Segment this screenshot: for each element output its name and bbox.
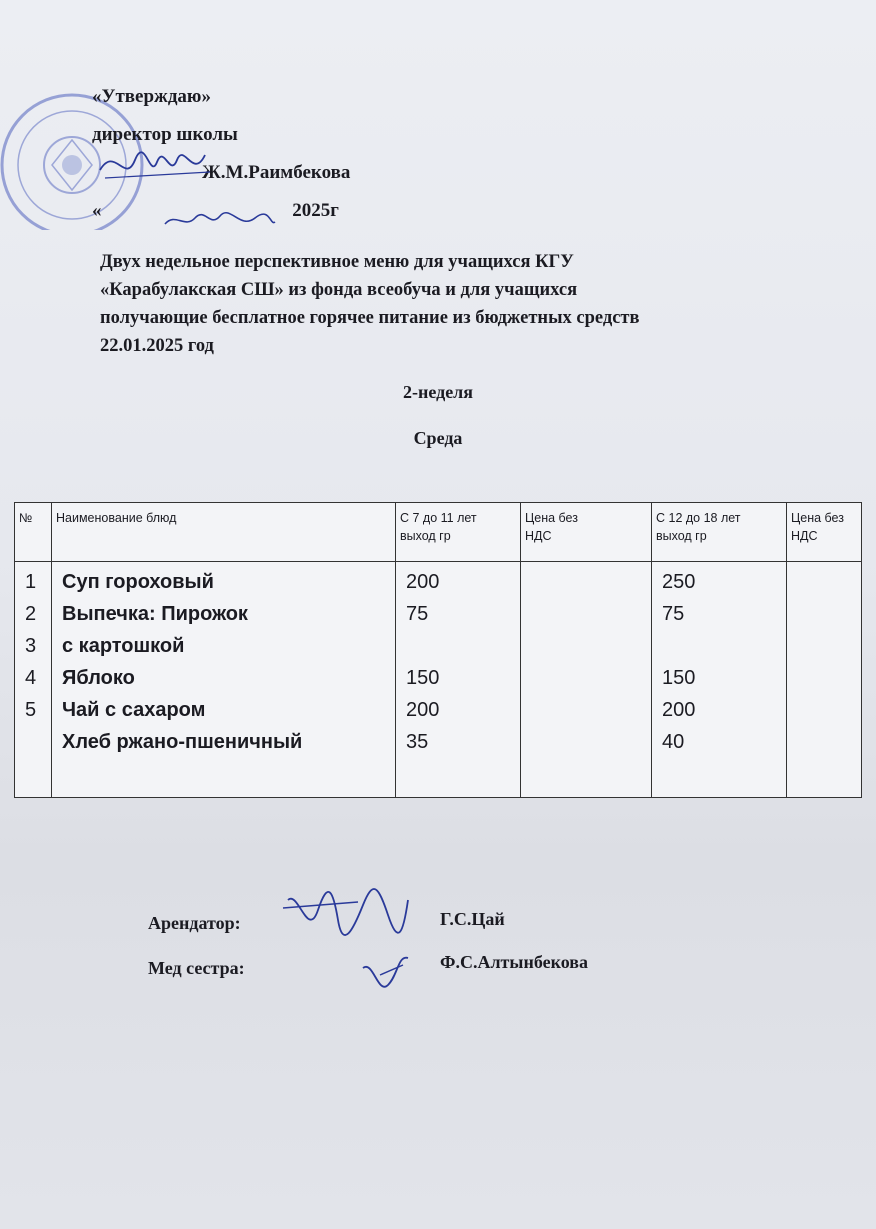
table-body-row [15, 562, 862, 798]
dish-item: Хлеб ржано-пшеничный [62, 731, 303, 753]
header-price-2 [787, 503, 862, 562]
approval-date-year: 2025г [292, 200, 339, 221]
number-list [15, 562, 51, 726]
director-name: Ж.М.Раимбекова [202, 162, 351, 183]
portion-7-11-list [396, 562, 520, 758]
title-line-1: Двух недельное перспективное меню для учащихся КГУ [100, 252, 574, 272]
header-age-12-18-unit: выход гр [656, 529, 707, 543]
dish-item: Яблоко [62, 667, 135, 689]
table-header-row [15, 503, 862, 562]
portion-value: 150 [406, 667, 440, 689]
price-1-cell [521, 562, 652, 798]
header-age-12-18 [652, 503, 787, 562]
dish-list [52, 562, 395, 758]
approval-date-day: « [92, 200, 102, 221]
row-number: 5 [25, 699, 37, 721]
portion-value: 40 [662, 731, 685, 753]
tenant-label: Арендатор: [148, 913, 241, 933]
dish-item: Выпечка: Пирожок [62, 603, 248, 625]
header-price-2-vat: НДС [791, 529, 818, 543]
header-age-7-11 [396, 503, 521, 562]
title-line-4: 22.01.2025 год [100, 336, 214, 356]
dish-item: с картошкой [62, 635, 185, 657]
document-title [100, 248, 800, 360]
dish-item: Суп гороховый [62, 571, 214, 593]
dish-cell [52, 562, 396, 798]
portion-value: 250 [662, 571, 696, 593]
dish-item: Чай с сахаром [62, 699, 206, 721]
header-age-12-18-range: С 12 до 18 лет [656, 511, 741, 525]
nurse-label: Мед сестра: [148, 958, 245, 978]
row-number: 1 [25, 571, 37, 593]
row-number: 2 [25, 603, 37, 625]
header-number: № [15, 503, 52, 562]
day-label: Среда [413, 428, 463, 448]
portion-value: 150 [662, 667, 696, 689]
portion-value [406, 630, 520, 662]
portion-value: 200 [406, 699, 440, 721]
portion-value: 200 [662, 699, 696, 721]
header-age-7-11-unit: выход гр [400, 529, 451, 543]
tenant-name: Г.С.Цай [440, 909, 505, 929]
header-price-1 [521, 503, 652, 562]
header-dish-name: Наименование блюд [52, 503, 396, 562]
nurse-name: Ф.С.Алтынбекова [440, 952, 588, 972]
approval-title: «Утверждаю» [92, 86, 211, 107]
portion-value: 75 [406, 603, 429, 625]
portion-value: 75 [662, 603, 685, 625]
tenant-signature [278, 880, 418, 950]
menu-table [14, 502, 862, 798]
approval-position: директор школы [92, 124, 238, 145]
portion-value [662, 630, 786, 662]
number-cell [15, 562, 52, 798]
nurse-signature [358, 950, 418, 1000]
header-price-2-label: Цена без [791, 511, 844, 525]
portion-value: 35 [406, 731, 429, 753]
title-line-2: «Карабулакская СШ» из фонда всеобуча и для учащихся [100, 280, 578, 300]
portion-value: 200 [406, 571, 440, 593]
portion-12-18-list [652, 562, 786, 758]
header-age-7-11-range: С 7 до 11 лет [400, 511, 477, 525]
director-signature [95, 140, 215, 190]
price-2-cell [787, 562, 862, 798]
handwritten-date [160, 204, 280, 234]
row-number: 4 [25, 667, 37, 689]
week-label: 2-неделя [402, 382, 474, 402]
header-price-1-label: Цена без [525, 511, 578, 525]
title-line-3: получающие бесплатное горячее питание из бюджетных средств [100, 308, 640, 328]
portion-12-18-cell [652, 562, 787, 798]
row-number: 3 [25, 635, 37, 657]
portion-7-11-cell [396, 562, 521, 798]
header-price-1-vat: НДС [525, 529, 552, 543]
